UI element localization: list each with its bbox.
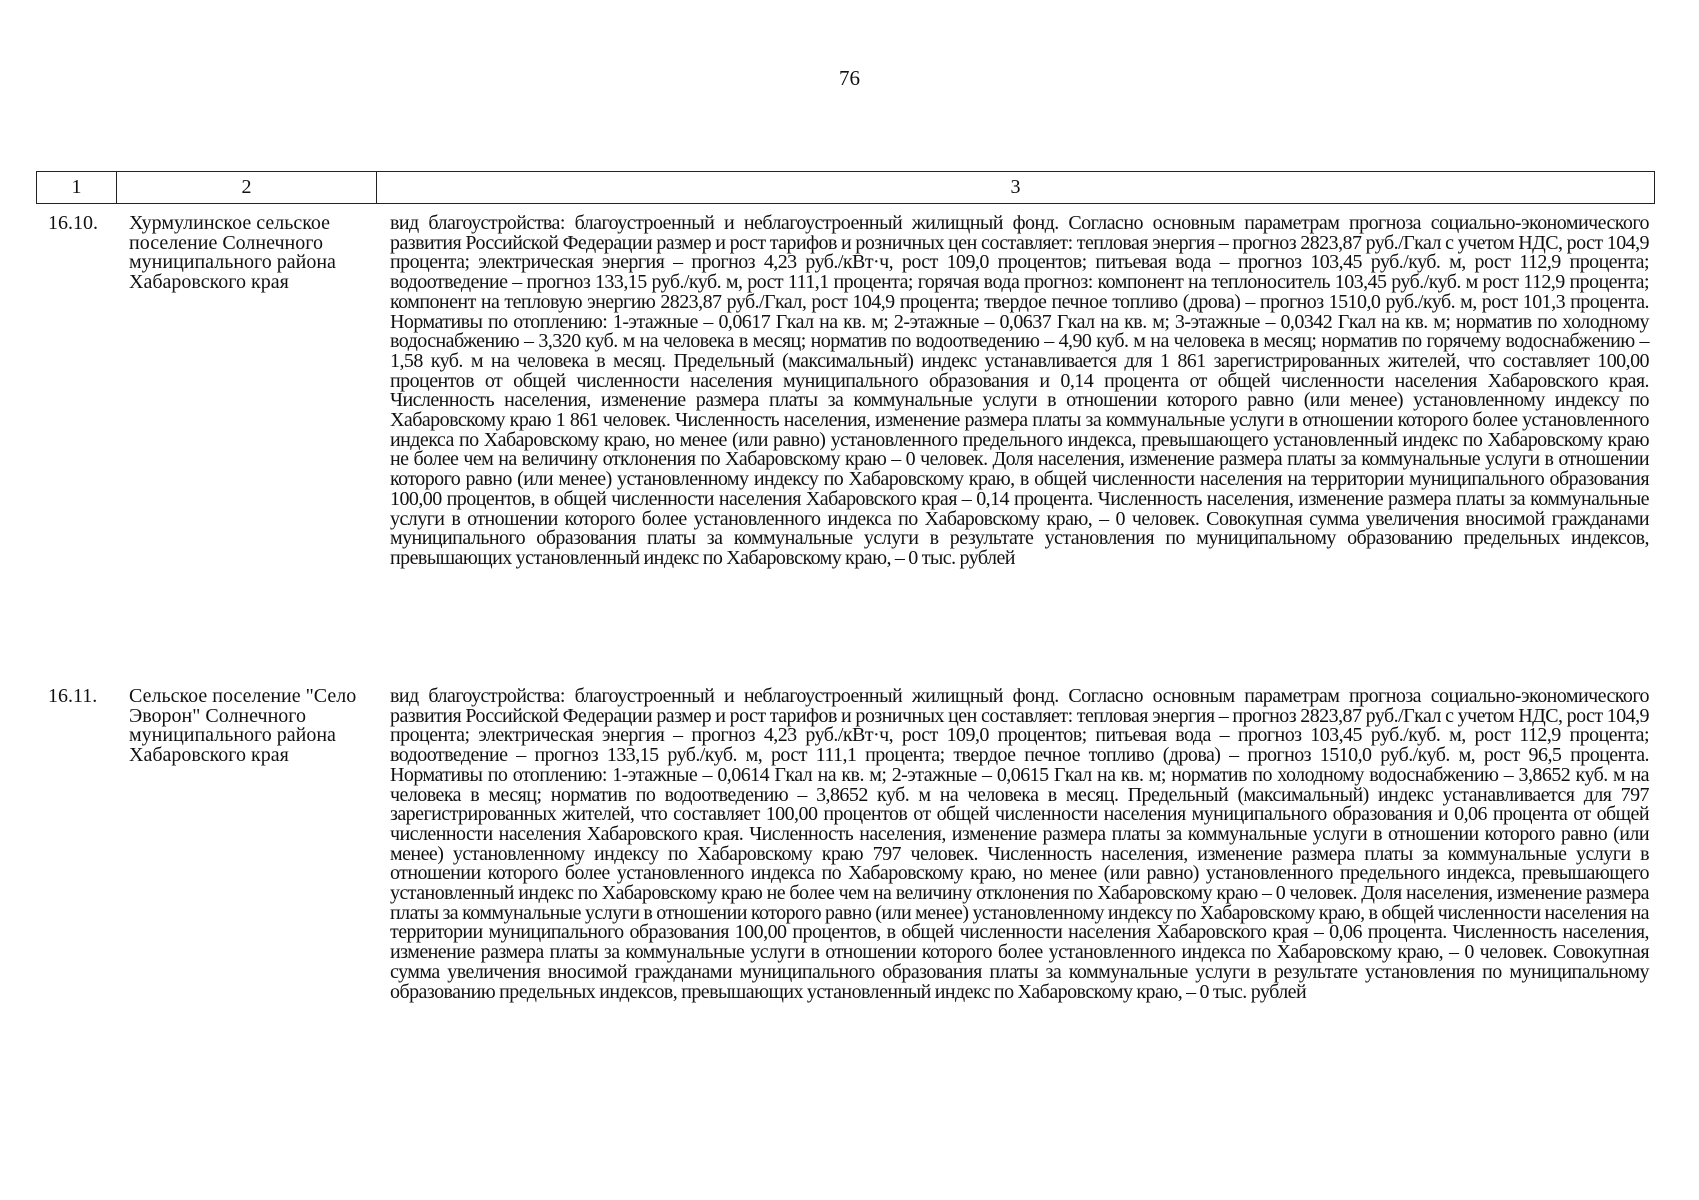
- column-header-number: 1: [37, 172, 117, 203]
- page-number: 76: [839, 66, 860, 90]
- settlement-name: Сельское поселение "Село Эворон" Солнечного муниципального района Хабаровского края: [129, 685, 357, 767]
- table-row: [36, 214, 1655, 569]
- table-header: [36, 171, 1655, 204]
- row-number: 16.11.: [48, 685, 98, 707]
- column-header-name: 2: [117, 172, 377, 203]
- row-description: вид благоустройства: благоустроенный и неблагоустроенный жилищный фонд. Согласно основным параметрам прогноза социально-экономического развития Российской Федерации размер и рост тарифов и розничных цен составляет: тепловая энергия – прогноз 2823,87 руб./Гкал с учетом НДС, рост 104,9 процента; электрическая энергия – прогноз 4,23 руб./кВт·ч, рост 109,0 процентов; питьевая вода – прогноз 103,45 руб./куб. м, рост 112,9 процента; водоотведение – прогноз 133,15 руб./куб. м, рост 111,1 процента; горячая вода прогноз: компонент на теплоноситель 103,45 руб./куб. м рост 112,9 процента; компонент на тепловую энергию 2823,87 руб./Гкал, рост 104,9 процента; твердое печное топливо (дрова) – прогноз 1510,0 руб./куб. м, рост 101,3 процента. Нормативы по отоплению: 1-этажные – 0,0617 Гкал на кв. м; 2-этажные – 0,0637 Гкал на кв. м; 3-этажные – 0,0342 Гкал на кв. м; норматив по холодному водоснабжению – 3,320 куб. м на человека в месяц; норматив по водоотведению – 4,90 куб. м на человека в месяц; норматив по горячему водоснабжению – 1,58 куб. м на человека в месяц. Предельный (максимальный) индекс устанавливается для 1 861 зарегистрированных жителей, что составляет 100,00 процентов от общей численности населения муниципального образования и 0,14 процента от общей численности населения Хабаровского края. Численность населения, изменение размера платы за коммунальные услуги в отношении которого равно (или менее) установленному индексу по Хабаровскому краю 1 861 человек. Численность населения, изменение размера платы за коммунальные услуги в отношении которого более установленного индекса по Хабаровскому краю, но менее (или равно) установленного предельного индекса, превышающего установленный индекс по Хабаровскому краю не более чем на величину отклонения по Хабаровскому краю – 0 человек. Доля населения, изменение размера платы за коммунальные услуги в отношении которого равно (или менее) установленному индексу по Хабаровскому краю, в общей численности населения на территории муниципального образования 100,00 процентов, в общей численности населения Хабаровского края – 0,14 процента. Численность населения, изменение размера платы за коммунальные услуги в отношении которого более установленного индекса по Хабаровскому краю, – 0 человек. Совокупная сумма увеличения вносимой гражданами муниципального образования платы за коммунальные услуги в результате установления по муниципальному образованию предельных индексов, превышающих установленный индекс по Хабаровскому краю, – 0 тыс. рублей: [390, 212, 1649, 569]
- settlement-name: Хурмулинское сельское поселение Солнечного муниципального района Хабаровского края: [129, 212, 336, 294]
- table-row: [36, 687, 1655, 1002]
- column-header-description: 3: [1010, 176, 1021, 198]
- row-number: 16.10.: [48, 212, 98, 234]
- row-description: вид благоустройства: благоустроенный и неблагоустроенный жилищный фонд. Согласно основным параметрам прогноза социально-экономического развития Российской Федерации размер и рост тарифов и розничных цен составляет: тепловая энергия – прогноз 2823,87 руб./Гкал с учетом НДС, рост 104,9 процента; электрическая энергия – прогноз 4,23 руб./кВт·ч, рост 109,0 процентов; питьевая вода – прогноз 103,45 руб./куб. м, рост 112,9 процента; водоотведение – прогноз 133,15 руб./куб. м, рост 111,1 процента; твердое печное топливо (дрова) – прогноз 1510,0 руб./куб. м, рост 96,5 процента. Нормативы по отоплению: 1-этажные – 0,0614 Гкал на кв. м; 2-этажные – 0,0615 Гкал на кв. м; норматив по холодному водоснабжению – 3,8652 куб. м на человека в месяц; норматив по водоотведению – 3,8652 куб. м на человека в месяц. Предельный (максимальный) индекс устанавливается для 797 зарегистрированных жителей, что составляет 100,00 процентов от общей численности населения муниципального образования и 0,06 процента от общей численности населения Хабаровского края. Численность населения, изменение размера платы за коммунальные услуги в отношении которого равно (или менее) установленному индексу по Хабаровскому краю 797 человек. Численность населения, изменение размера платы за коммунальные услуги в отношении которого более установленного индекса по Хабаровскому краю, но менее (или равно) установленного предельного индекса, превышающего установленный индекс по Хабаровскому краю не более чем на величину отклонения по Хабаровскому краю – 0 человек. Доля населения, изменение размера платы за коммунальные услуги в отношении которого равно (или менее) установленному индексу по Хабаровскому краю, в общей численности населения на территории муниципального образования 100,00 процентов, в общей численности населения Хабаровского края – 0,06 процента. Численность населения, изменение размера платы за коммунальные услуги в отношении которого более установленного индекса по Хабаровскому краю, – 0 человек. Совокупная сумма увеличения вносимой гражданами муниципального образования платы за коммунальные услуги в результате установления по муниципальному образованию предельных индексов, превышающих установленный индекс по Хабаровскому краю, – 0 тыс. рублей: [390, 685, 1649, 1003]
